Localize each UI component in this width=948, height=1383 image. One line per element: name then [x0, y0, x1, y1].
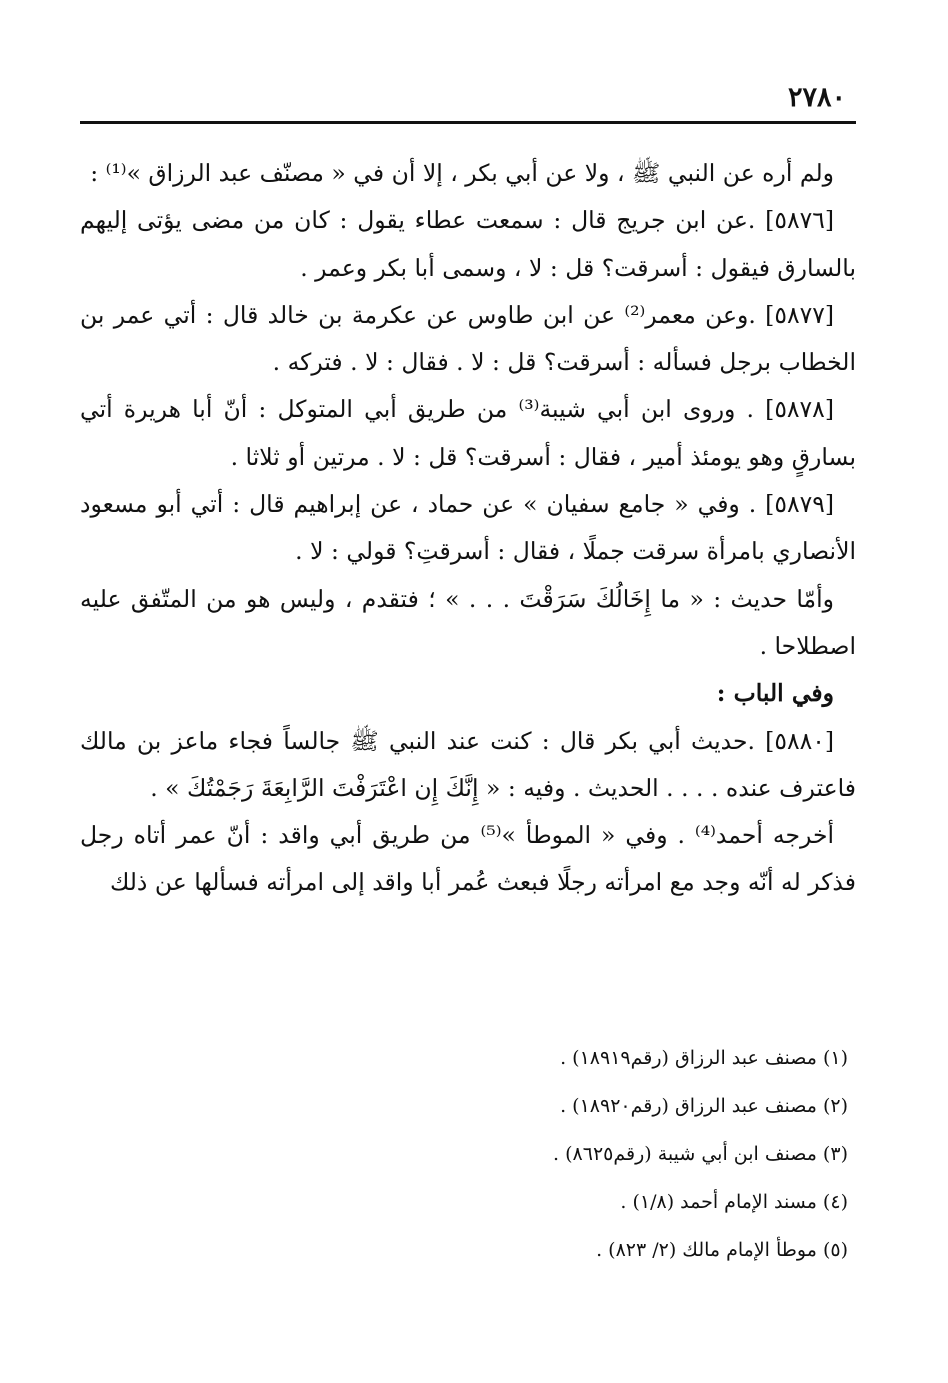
header-divider	[80, 121, 856, 124]
footnote-1: (١) مصنف عبد الرزاق (رقم١٨٩١٩) .	[560, 1047, 848, 1069]
hadith-5879: [٥٨٧٩] . وفي « جامع سفيان » عن حماد ، عن إبراهيم قال : أتي أبو مسعود الأنصاري بامرأة سرقت جملًا ، فقال : أسرقتِ؟ قولي : لا .	[80, 490, 856, 566]
hadith-5877: [٥٨٧٧] .وعن معمر⁽²⁾ عن ابن طاوس عن عكرمة بن خالد قال : أتي عمر بن الخطاب برجل فسأله : أسرقت؟ قل : لا . فقال : لا . فتركه .	[80, 300, 856, 377]
footnote-4: (٤) مسند الإمام أحمد (١/٨) .	[620, 1191, 848, 1213]
main-text	[80, 150, 856, 907]
intro-paragraph: ولم أره عن النبي ﷺ ، ولا عن أبي بكر ، إلا أن في « مصنّف عبد الرزاق »⁽¹⁾ :	[90, 159, 834, 187]
section-heading: وفي الباب :	[716, 679, 834, 708]
takhrij-paragraph: أخرجه أحمد⁽⁴⁾ . وفي « الموطأ »⁽⁵⁾ من طريق أبي واقد : أنّ عمر أتاه رجل فذكر له أنّه وجد مع امرأته رجلًا فبعث عُمر أبا واقد إلى امرأته فسألها عن ذلك	[80, 821, 856, 897]
page-number: ٢٧٨٠	[787, 82, 846, 113]
hadith-5880: [٥٨٨٠] .حديث أبي بكر قال : كنت عند النبي ﷺ جالساً فجاء ماعز بن مالك فاعترف عنده . . . . الحديث . وفيه : « إِنَّكَ إِن اعْتَرَفْتَ الرَّابِعَةَ رَجَمْتُكَ » .	[80, 726, 856, 802]
commentary-paragraph: وأمّا حديث : « ما إِخَالُكَ سَرَقْتَ . . . » ؛ فتقدم ، وليس هو من المتّفق عليه اصطلاحا .	[80, 584, 856, 660]
footnotes	[80, 1034, 856, 1274]
hadith-5878: [٥٨٧٨] . وروى ابن أبي شيبة⁽³⁾ من طريق أبي المتوكل : أنّ أبا هريرة أتي بسارقٍ وهو يومئذ أمير ، فقال : أسرقت؟ قل : لا . مرتين أو ثلاثا .	[80, 395, 856, 471]
book-page	[80, 0, 856, 1383]
footnote-2: (٢) مصنف عبد الرزاق (رقم١٨٩٢٠) .	[560, 1095, 848, 1117]
hadith-5876: [٥٨٧٦] .عن ابن جريج قال : سمعت عطاء يقول : كان من مضى يؤتى إليهم بالسارق فيقول : أسرقت؟ قل : لا ، وسمى أبا بكر وعمر .	[80, 206, 856, 282]
footnote-3: (٣) مصنف ابن أبي شيبة (رقم٨٦٢٥) .	[553, 1143, 848, 1165]
footnote-5: (٥) موطأ الإمام مالك (٢/ ٨٢٣) .	[596, 1239, 848, 1261]
